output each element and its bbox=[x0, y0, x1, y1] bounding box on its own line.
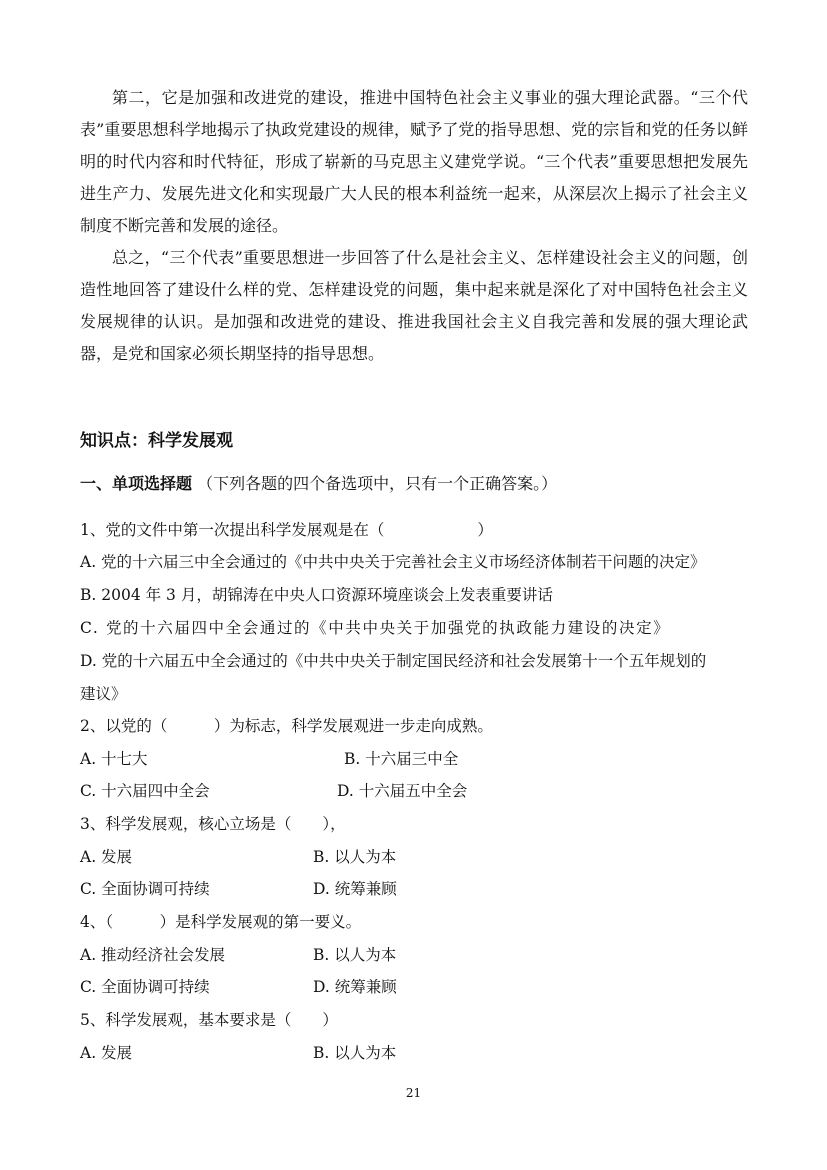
subsection-title: 一、单项选择题 bbox=[80, 474, 193, 493]
question-2-option-b: B. 十六届三中全 bbox=[344, 750, 459, 768]
question-3-option-d: D. 统筹兼顾 bbox=[313, 880, 397, 898]
question-2-option-d: D. 十六届五中全会 bbox=[337, 782, 468, 800]
question-3-option-b: B. 以人为本 bbox=[313, 848, 397, 866]
question-4-text: 4、（ ）是科学发展观的第一要义。 bbox=[80, 913, 362, 931]
question-3-text: 3、科学发展观，核心立场是（ ）， bbox=[80, 815, 346, 833]
paragraph-second: 第二，它是加强和改进党的建设，推进中国特色社会主义事业的强大理论武器。“三个代表”重要思想科学地揭示了执政党建设的规律，赋予了党的指导思想、党的宗旨和党的任务以鲜明的时代内容和时代特征，形成了崭新的马克思主义建党学说。“三个代表”重要思想把发展先进生产力、发展先进文化和实现最广大人民的根本利益统一起来，从深层次上揭示了社会主义制度不断完善和发展的途径。 bbox=[80, 88, 748, 235]
question-1-option-d-cont: 建议》 bbox=[80, 685, 127, 703]
question-4-option-b: B. 以人为本 bbox=[313, 946, 397, 964]
section-title: 知识点：科学发展观 bbox=[80, 431, 233, 451]
question-4-option-d: D. 统筹兼顾 bbox=[313, 978, 397, 996]
question-5-option-a: A. 发展 bbox=[80, 1044, 133, 1062]
question-1-text: 1、党的文件中第一次提出科学发展观是在（ ） bbox=[80, 521, 493, 539]
paragraph-summary: 总之，“三个代表”重要思想进一步回答了什么是社会主义、怎样建设社会主义的问题，创造性地回答了建设什么样的党、怎样建设党的问题，集中起来就是深化了对中国特色社会主义发展规律的认识。是加强和改进党的建设、推进我国社会主义自我完善和发展的强大理论武器，是党和国家必须长期坚持的指导思想。 bbox=[80, 248, 748, 363]
question-4-option-c: C. 全面协调可持续 bbox=[80, 978, 210, 996]
question-2-text: 2、以党的（ ）为标志，科学发展观进一步走向成熟。 bbox=[80, 717, 493, 735]
question-3-option-c: C. 全面协调可持续 bbox=[80, 880, 210, 898]
question-5-text: 5、科学发展观，基本要求是（ ） bbox=[80, 1011, 338, 1029]
question-2-option-c: C. 十六届四中全会 bbox=[80, 782, 210, 800]
question-4-option-a: A. 推动经济社会发展 bbox=[80, 946, 226, 964]
question-2-option-a: A. 十七大 bbox=[80, 750, 148, 768]
subsection-heading bbox=[80, 471, 557, 494]
question-1-option-c: C. 党的十六届四中全会通过的《中共中央关于加强党的执政能力建设的决定》 bbox=[80, 619, 671, 637]
subsection-note: （下列各题的四个备选项中，只有一个正确答案。） bbox=[197, 474, 558, 493]
question-5-option-b: B. 以人为本 bbox=[313, 1044, 397, 1062]
question-1-option-d: D. 党的十六届五中全会通过的《中共中央关于制定国民经济和社会发展第十一个五年规划的 bbox=[80, 652, 707, 670]
question-1-option-b: B. 2004 年 3 月，胡锦涛在中央人口资源环境座谈会上发表重要讲话 bbox=[80, 586, 553, 604]
question-3-option-a: A. 发展 bbox=[80, 848, 133, 866]
page-number: 21 bbox=[405, 1086, 422, 1100]
question-1-option-a: A. 党的十六届三中全会通过的《中共中央关于完善社会主义市场经济体制若干问题的决定》 bbox=[80, 553, 706, 571]
